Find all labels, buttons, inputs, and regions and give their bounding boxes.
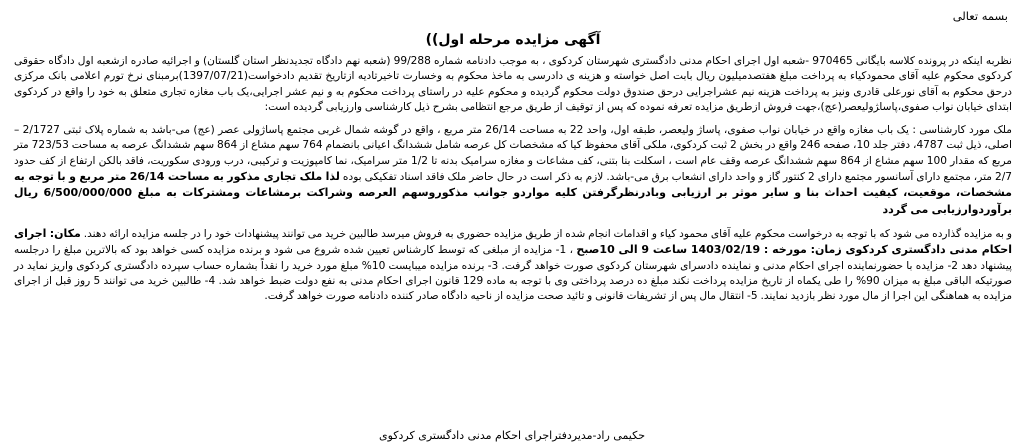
auction-intro-text: و به مزایده گذارده می شود که با توجه به درخواست محکوم علیه آقای محمود کیاء و اقدامات انجام شده از طریق مزایده حضوری به فروش میرسد طالبین خرید می توانند پیشنهادات خود را در جلسه مزایده ارائه دهند. <box>80 227 1012 240</box>
auction-conditions-text: ، 1- مزایده از مبلغی که توسط کارشناس تعیین شده شروع می شود و برنده مزایده کسی خواهد بود که بالاترین مبلغ را درجلسه پیشنهاد دهد 2- مزایده با حضورنماینده اجرای احکام مدنی و نماینده دادسرای شهرستان کردکوی صورت خواهد گرفت. 3- برنده مزایده میبایست 10% مبلغ مورد خرید را نقداً بشماره حساب سپرده دادگستری کردکوی واریز نماید در صورتیکه الباقی مبلغ به میزان 90% را طی یکماه از تاریخ مزایده پرداخت نکند مبلغ ده درصد پرداختی وی با توجه به ماده 129 قانون اجرای احکام مدنی به نفع دولت ضبط خواهد شد. 4- طالبین خرید می توانند 5 روز قبل از اجرای مزایده به هماهنگی این اجرا از مال مورد نظر بازدید نمایند. 5- انتقال مال پس از تشریفات قانونی و تائید صحت مزایده از ناحیه دادگاه صادر کننده دادنامه صورت خواهد گرفت. <box>14 244 1013 303</box>
bismillah-heading: بسمه تعالی <box>952 9 1008 23</box>
property-description-text: ملک مورد کارشناسی : یک باب مغازه واقع در خیابان نواب صفوی، پاساژ ولیعصر، طبقه اول، واحد 22 به مساحت 26/14 متر مربع ، واقع در گوشه شمال غربی مجتمع پاساژولی عصر (عج) می-باشد به شماره پلاک ثبتی 2/1727 – اصلی، ذیل ثبت 4787، دفتر جلد 10، صفحه 246 واقع در بخش 2 ثبت کردکوی، ملکی آقای محفوظ کیا که مشخصات کل عرصه شامل ششدانگ اعیانی بانضمام 764 سهم مشاع از 864 سهم ششدانگ عرصه به مساحت 723/53 متر مربع که مقدار 100 سهم مشاع از 864 سهم ششدانگ عرصه وقف عام است ، اسکلت بنا بتنی، کف مشاعات و مغازه سرامیک بدنه تا 1/2 متر سرامیک، نما کامپوزیت و ترکیبی، درب ورودی سکوریت، فاقد بالکن ارتفاع از کف حدود 2/7 متر، مجتمع دارای آسانسور مجتمع دارای 2 کنتور گاز و واحد دارای انشعاب برق می-باشد. لازم به ذکر است در حال حاضر ملک فاقد اسناد تفکیکی بوده <box>14 124 1013 184</box>
paragraph-property-description <box>14 123 1012 218</box>
paragraph-auction-terms <box>14 226 1012 304</box>
signature-footer: حکیمی راد-مدیردفتراجرای احکام مدنی دادگستری کردکوی <box>379 429 645 442</box>
paragraph-case-details: نظربه اینکه در پرونده کلاسه بایگانی 970465 -شعبه اول اجرای احکام مدنی دادگستری شهرستان کردکوی ، به موجب دادنامه شماره 99/288 (شعبه نهم دادگاه تجدیدنظر استان گلستان) و اجرائیه صادره ازشعبه اول دادگاه حقوقی کردکوی محکوم علیه آقای محمودکیاء به پرداخت مبلغ هفتصدمیلیون ریال بابت اصل خواسته و هزینه ی دادرسی به ماخذ محکوم به وخسارت تاخیرتادیه ازتاریخ تقدیم دادخواست(1397/07/21)برمبنای نرخ تورم اعلامی بانک مرکزی درحق محکوم به آقای نورعلی قادری ونیز به پرداخت هزینه نیم عشراجرایی درحق صندوق دولت محکوم گردیده و محکوم علیه در راستای پرداخت محکوم به و نیم عشر اجرایی،یک باب مغازه تجاری متعلق به خود را واقع در کردکوی ابتدای خیابان نواب صفوی،پاسا‍ژولیعصر(عج)،جهت فروش ازطریق مزایده تعرفه نموده که پس از توقیف از طریق مرجع انتظامی بشرح ذیل کارشناسی وارزیابی گردیده است: <box>14 55 1012 113</box>
notice-title: آگهی مزایده مرحله اول)) <box>425 32 601 48</box>
property-valuation-text: لذا ملک تجاری مذکور به مساحت 26/14 متر مربع و با توجه به مشخصات، موقعیت، کیفیت احداث بنا و سایر موثر بر ارزیابی وبادرنظرگرفتن کلیه مواردو جوانب مذکوروسهم العرصه وشراکت برمشاعات ومشترکات به مبلغ 6/500/000/000 ریال برآوردوارزیابی می گردد <box>14 170 1012 216</box>
auction-place-time: مکان: اجرای احکام مدنی دادگستری کردکوی زمان: مورخه : 1403/02/19 ساعت 9 الی 10صبح <box>14 226 1012 257</box>
